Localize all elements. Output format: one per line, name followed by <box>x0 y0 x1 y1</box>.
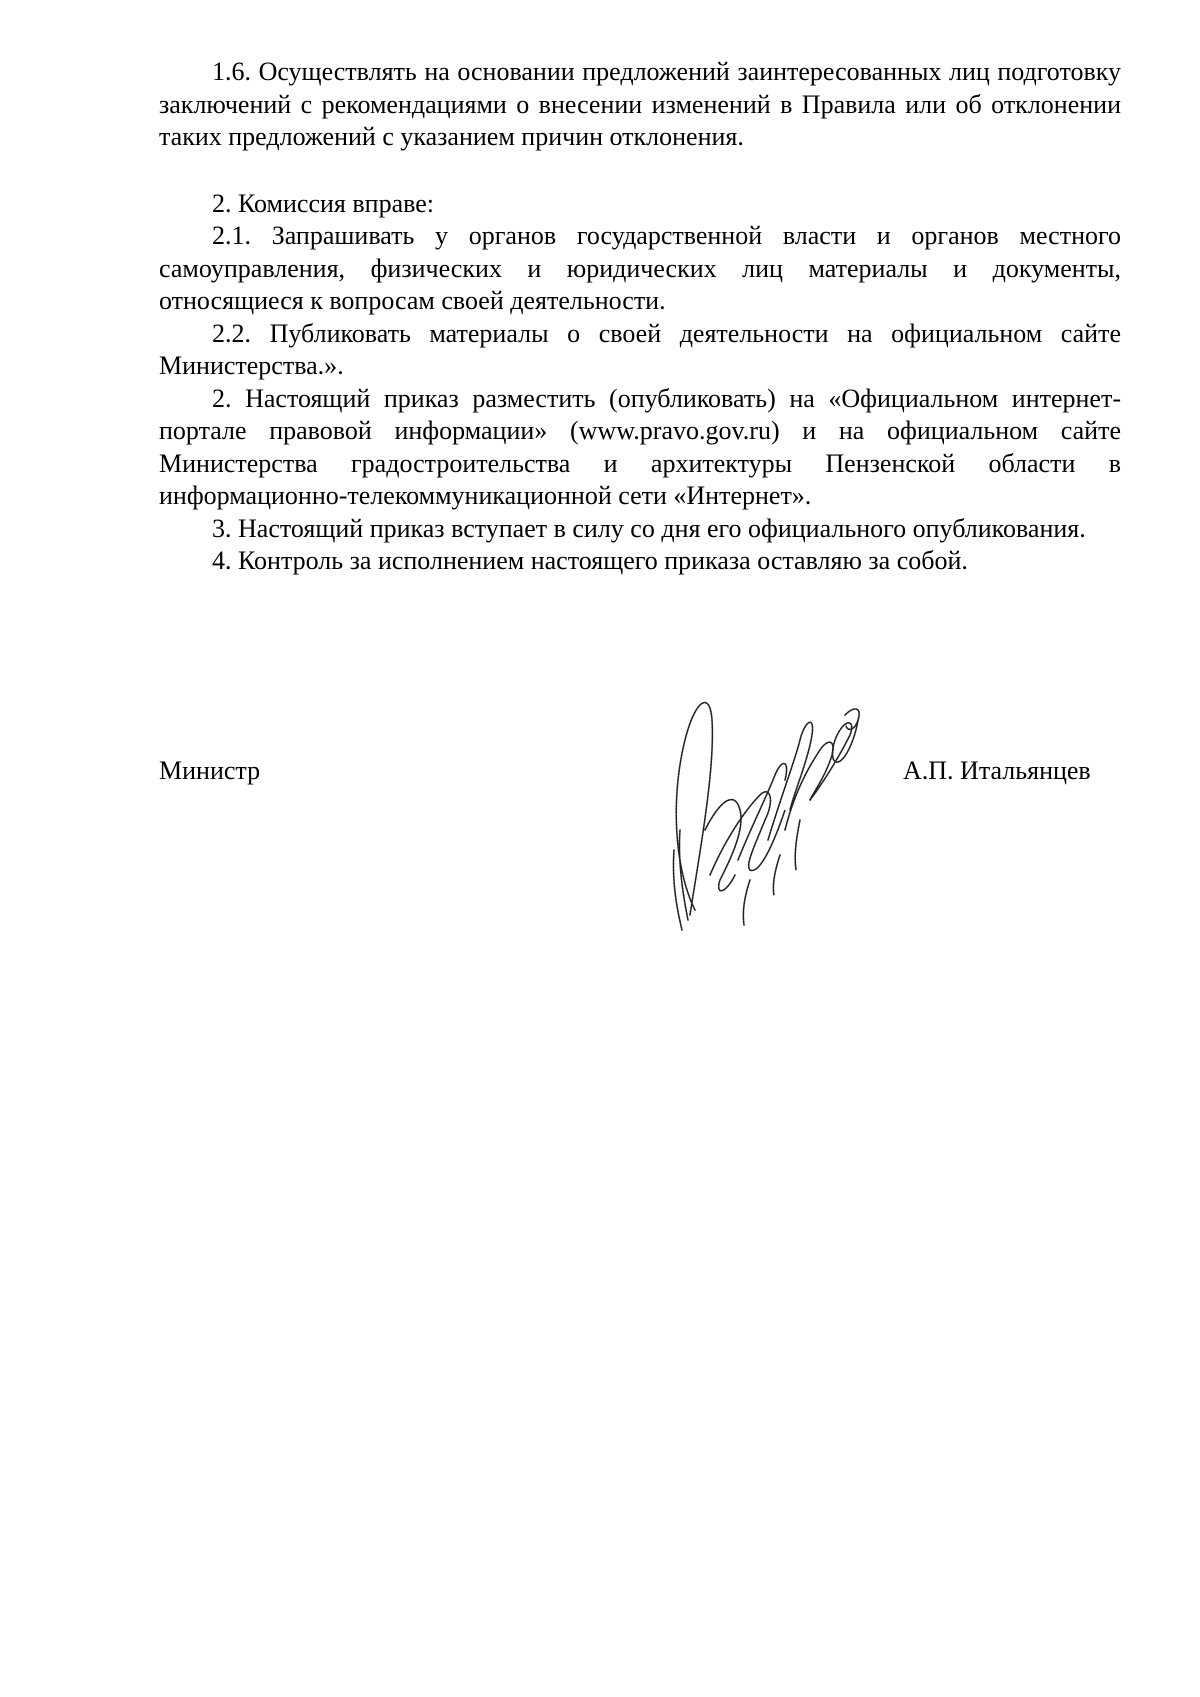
paragraph-1-6: 1.6. Осуществлять на основании предложений заинтересованных лиц подготовку заключений с рекомендациями о внесении изменений в Правила или об отклонении таких предложений с указанием причин отклонения. <box>159 57 1121 151</box>
paragraph-effective-date: 3. Настоящий приказ вступает в силу со дня его официального опубликования. <box>212 513 1086 543</box>
paragraph-control: 4. Контроль за исполнением настоящего приказа оставляю за собой. <box>212 546 968 575</box>
paragraph-2-header: 2. Комиссия вправе: <box>212 188 434 218</box>
paragraph-gap <box>159 154 1121 188</box>
document-body <box>159 56 1121 578</box>
paragraph-2-1: 2.1. Запрашивать у органов государственной власти и органов местного самоуправления, физических и юридических лиц материалы и документы, относящиеся к вопросам своей деятельности. <box>159 221 1121 315</box>
paragraph-2-2: 2.2. Публиковать материалы о своей деятельности на официальном сайте Министерства.». <box>159 318 1121 380</box>
paragraph-publish-order: 2. Настоящий приказ разместить (опубликовать) на «Официальном интернет-портале правовой информации» (www.pravo.gov.ru) и на официальном сайте Министерства градостроительства и архитектуры Пензенской области в информационно-телекоммуникационной сети «Интернет». <box>159 383 1121 510</box>
signatory-title: Министр <box>159 756 261 785</box>
signatory-name: А.П. Итальянцев <box>903 756 1091 785</box>
handwritten-signature <box>650 680 880 950</box>
